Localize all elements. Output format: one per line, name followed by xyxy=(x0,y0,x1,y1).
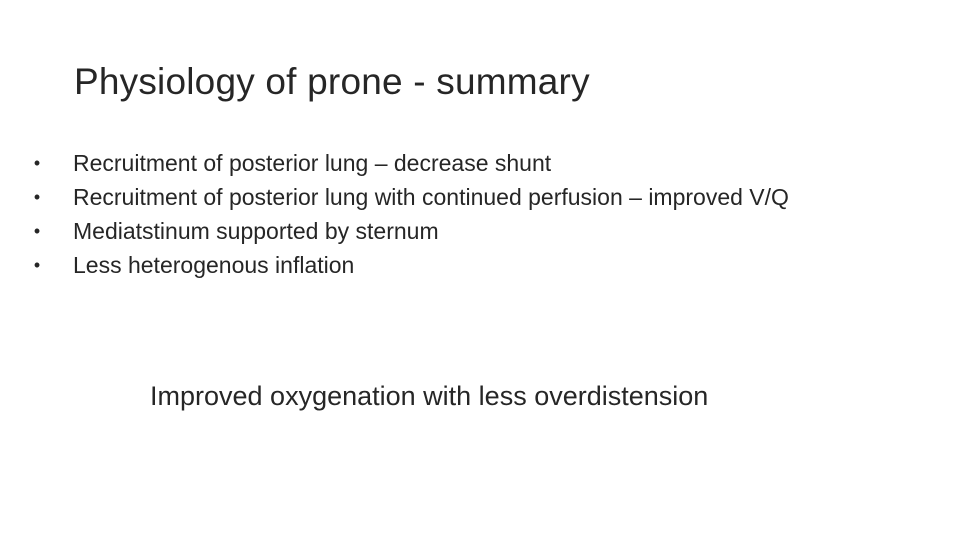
conclusion-text: Improved oxygenation with less overdistension xyxy=(150,381,709,411)
bullet-text: Less heterogenous inflation xyxy=(73,252,355,278)
bullet-item xyxy=(30,146,930,180)
slide-title: Physiology of prone - summary xyxy=(74,61,590,102)
bullet-dot-icon: • xyxy=(33,187,41,207)
bullet-item xyxy=(30,180,930,214)
bullet-text: Recruitment of posterior lung – decrease shunt xyxy=(73,150,552,176)
bullet-item xyxy=(30,248,930,282)
bullet-item xyxy=(30,214,930,248)
bullet-dot-icon: • xyxy=(33,255,41,275)
bullet-dot-icon: • xyxy=(33,221,41,241)
bullet-text: Mediatstinum supported by sternum xyxy=(73,218,439,244)
bullet-list xyxy=(30,146,930,282)
bullet-text: Recruitment of posterior lung with continued perfusion – improved V/Q xyxy=(73,184,789,210)
bullet-dot-icon: • xyxy=(33,153,41,173)
